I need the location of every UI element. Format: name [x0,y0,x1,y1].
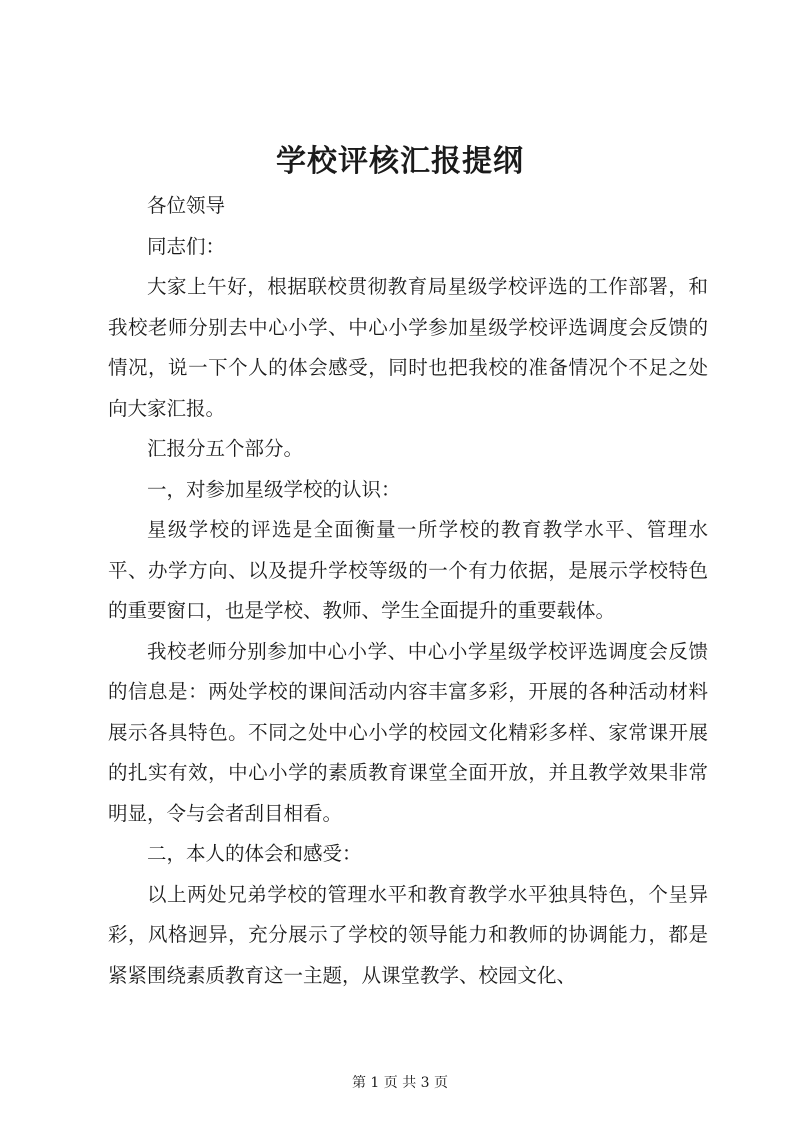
section-heading-2: 二，本人的体会和感受： [147,842,362,865]
section-heading-1: 一，对参加星级学校的认识： [147,477,401,501]
document-body [108,186,708,996]
paragraph-section-1-b: 我校老师分别参加中心小学、中心小学星级学校评选调度会反馈的信息是：两处学校的课间活动内容丰富多彩，开展的各种活动材料展示各具特色。不同之处中心小学的校园文化精彩多样、家常课开展的扎实有效，中心小学的素质教育课堂全面开放，并且教学效果非常明显，令与会者刮目相看。 [108,639,708,825]
paragraph-intro: 大家上午好，根据联校贯彻教育局星级学校评选的工作部署，和我校老师分别去中心小学、中心小学参加星级学校评选调度会反馈的情况，说一下个人的体会感受，同时也把我校的准备情况个不足之处向大家汇报。 [108,275,708,420]
page-footer: 第 1 页 共 3 页 [351,1075,449,1091]
paragraph-salutation: 各位领导 [147,194,226,217]
paragraph-section-2-a: 以上两处兄弟学校的管理水平和教育教学水平独具特色，个呈异彩，风格迥异，充分展示了学校的领导能力和教师的协调能力，都是紧紧围绕素质教育这一主题，从课堂教学、校园文化、 [108,882,708,987]
paragraph-section-1-a: 星级学校的评选是全面衡量一所学校的教育教学水平、管理水平、办学方向、以及提升学校等级的一个有力依据，是展示学校特色的重要窗口，也是学校、教师、学生全面提升的重要载体。 [108,518,708,622]
paragraph-greeting: 同志们： [147,234,226,258]
document-title: 学校评核汇报提纲 [276,144,524,179]
paragraph-outline: 汇报分五个部分。 [147,437,304,460]
